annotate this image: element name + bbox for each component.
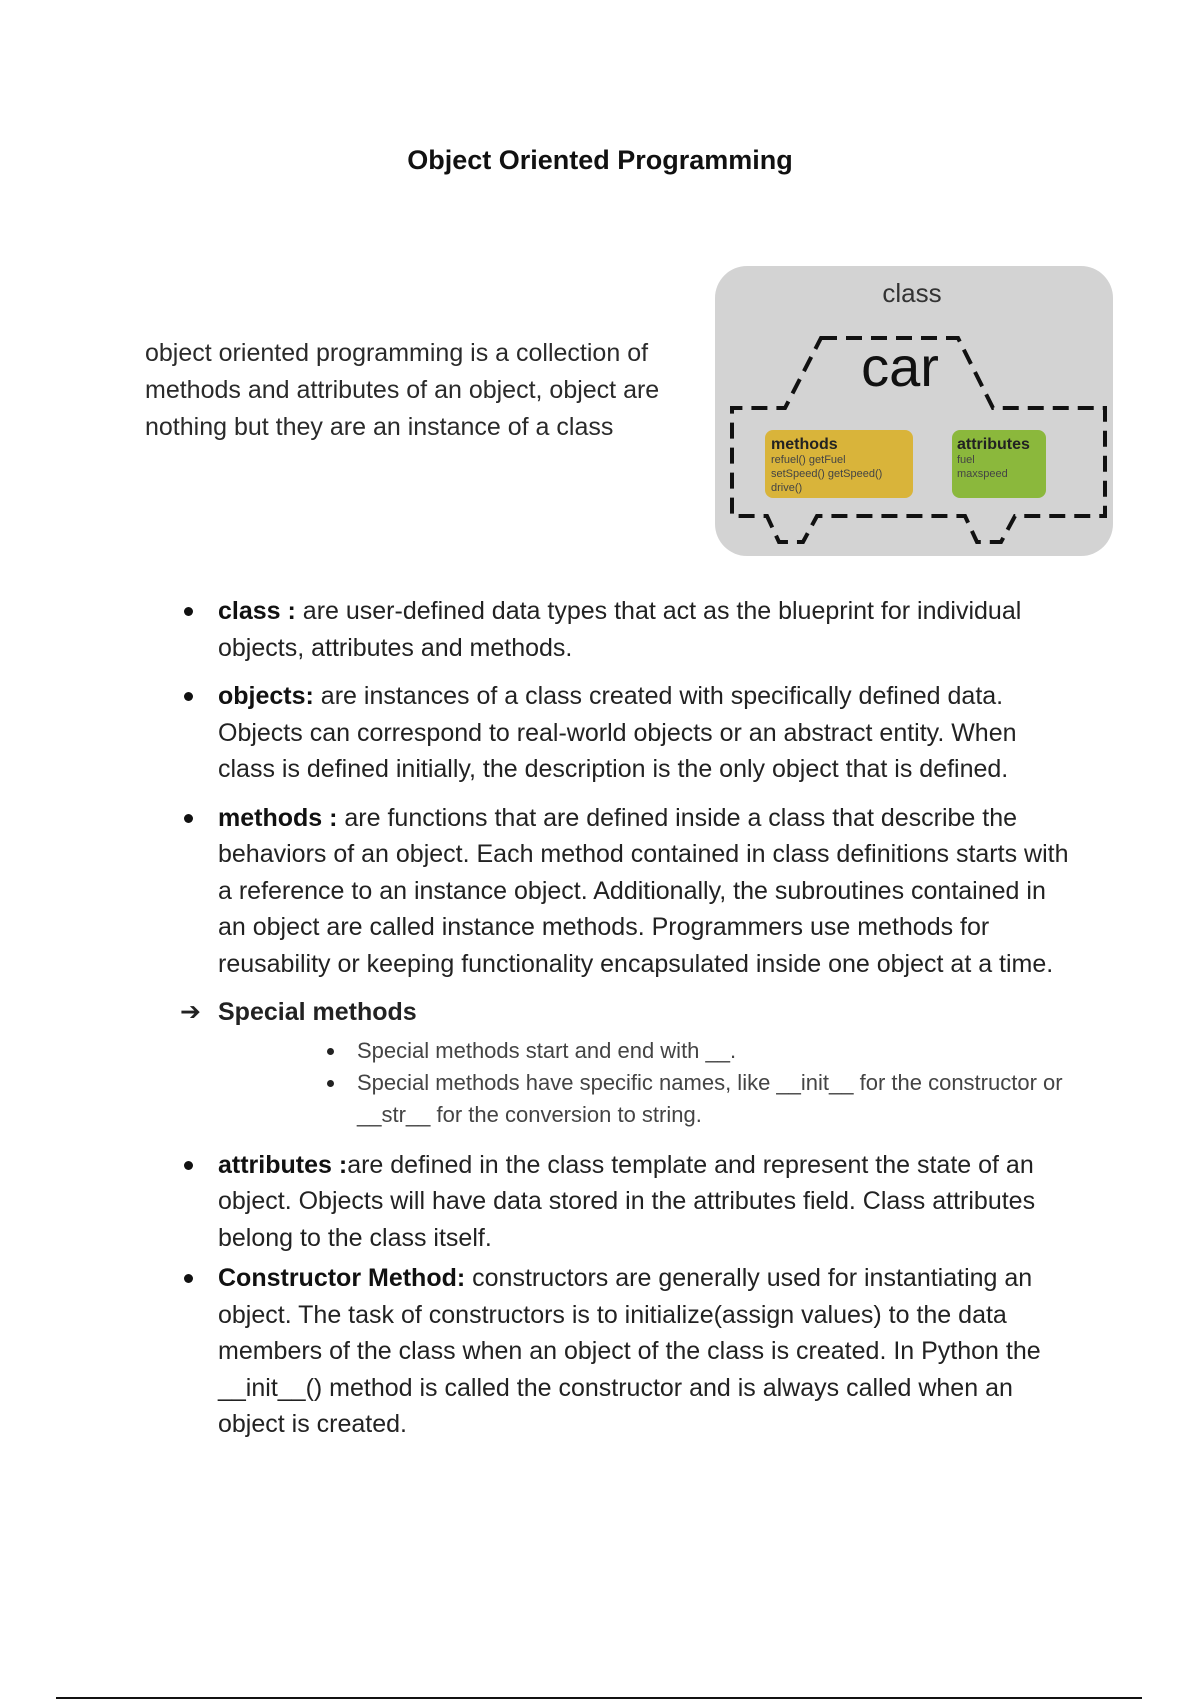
page-title: Object Oriented Programming <box>407 145 793 175</box>
methods-title: methods <box>771 436 838 453</box>
term-attributes: attributes : <box>218 1150 348 1179</box>
bullet-objects <box>180 678 1080 788</box>
footer-rule <box>56 1697 1142 1699</box>
bullet-dot <box>327 1048 334 1055</box>
special-methods-title: Special methods <box>218 998 417 1026</box>
definition-class: are user-defined data types that act as the blueprint for individual objects, attributes and methods. <box>218 597 1022 662</box>
class-diagram <box>715 266 1113 556</box>
bullet-dot <box>184 692 193 701</box>
methods-line: setSpeed() getSpeed() <box>771 468 883 480</box>
term-class: class : <box>218 597 296 625</box>
object-label: car <box>861 335 939 398</box>
bullet-attributes <box>180 1147 1080 1257</box>
bullet-dot <box>327 1080 334 1087</box>
intro-paragraph: object oriented programming is a collection of methods and attributes of an object, object are nothing but they are an instance of a class <box>145 339 660 441</box>
term-constructor: Constructor Method: <box>218 1264 466 1292</box>
arrow-icon: ➔ <box>180 998 201 1026</box>
special-methods-text: Special methods have specific names, like __init__ for the constructor or __str__ for the conversion to string. <box>357 1069 1063 1127</box>
bullet-dot <box>184 607 193 616</box>
definition-methods: are functions that are defined inside a class that describe the behaviors of an object. Each method contained in class definitions starts with a reference to an instance object. Additionally, the subroutines contained in an object are called instance methods. Programmers use methods for reusability or keeping functionality encapsulated inside one object at a time. <box>218 803 1069 978</box>
special-methods-item <box>325 1035 1080 1067</box>
attributes-title: attributes <box>957 436 1030 453</box>
term-methods: methods : <box>218 803 338 832</box>
bullet-constructor <box>180 1260 1080 1443</box>
definitions-list <box>180 593 1080 1443</box>
definition-attributes: are defined in the class template and represent the state of an object. Objects will have data stored in the attributes field. Class attributes belong to the class itself. <box>218 1150 1036 1252</box>
term-objects: objects: <box>218 682 314 710</box>
definition-objects: are instances of a class created with specifically defined data. Objects can correspond to real-world objects or an abstract entity. When class is defined initially, the description is the only object that is defined. <box>218 682 1017 783</box>
special-methods-heading <box>180 994 1080 1031</box>
methods-line: refuel() getFuel <box>771 454 846 466</box>
attributes-line: fuel <box>957 454 975 466</box>
bullet-class <box>180 593 1080 666</box>
special-methods-list <box>325 1035 1080 1131</box>
bullet-dot <box>184 814 193 823</box>
attributes-line: maxspeed <box>957 468 1008 480</box>
special-methods-text: Special methods start and end with __. <box>357 1037 737 1063</box>
class-label: class <box>882 278 942 308</box>
definition-constructor: constructors are generally used for instantiating an object. The task of constructors is to initialize(assign values) to the data members of the class when an object of the class is created. In Python the __init__() method is called the constructor and is always called when an object is created. <box>218 1264 1041 1438</box>
bullet-methods <box>180 800 1080 983</box>
bullet-dot <box>184 1274 193 1283</box>
class-box <box>715 266 1113 556</box>
bullet-dot <box>184 1161 193 1170</box>
methods-line: drive() <box>771 482 803 494</box>
class-diagram-svg <box>715 266 1113 556</box>
special-methods-item <box>325 1067 1080 1131</box>
